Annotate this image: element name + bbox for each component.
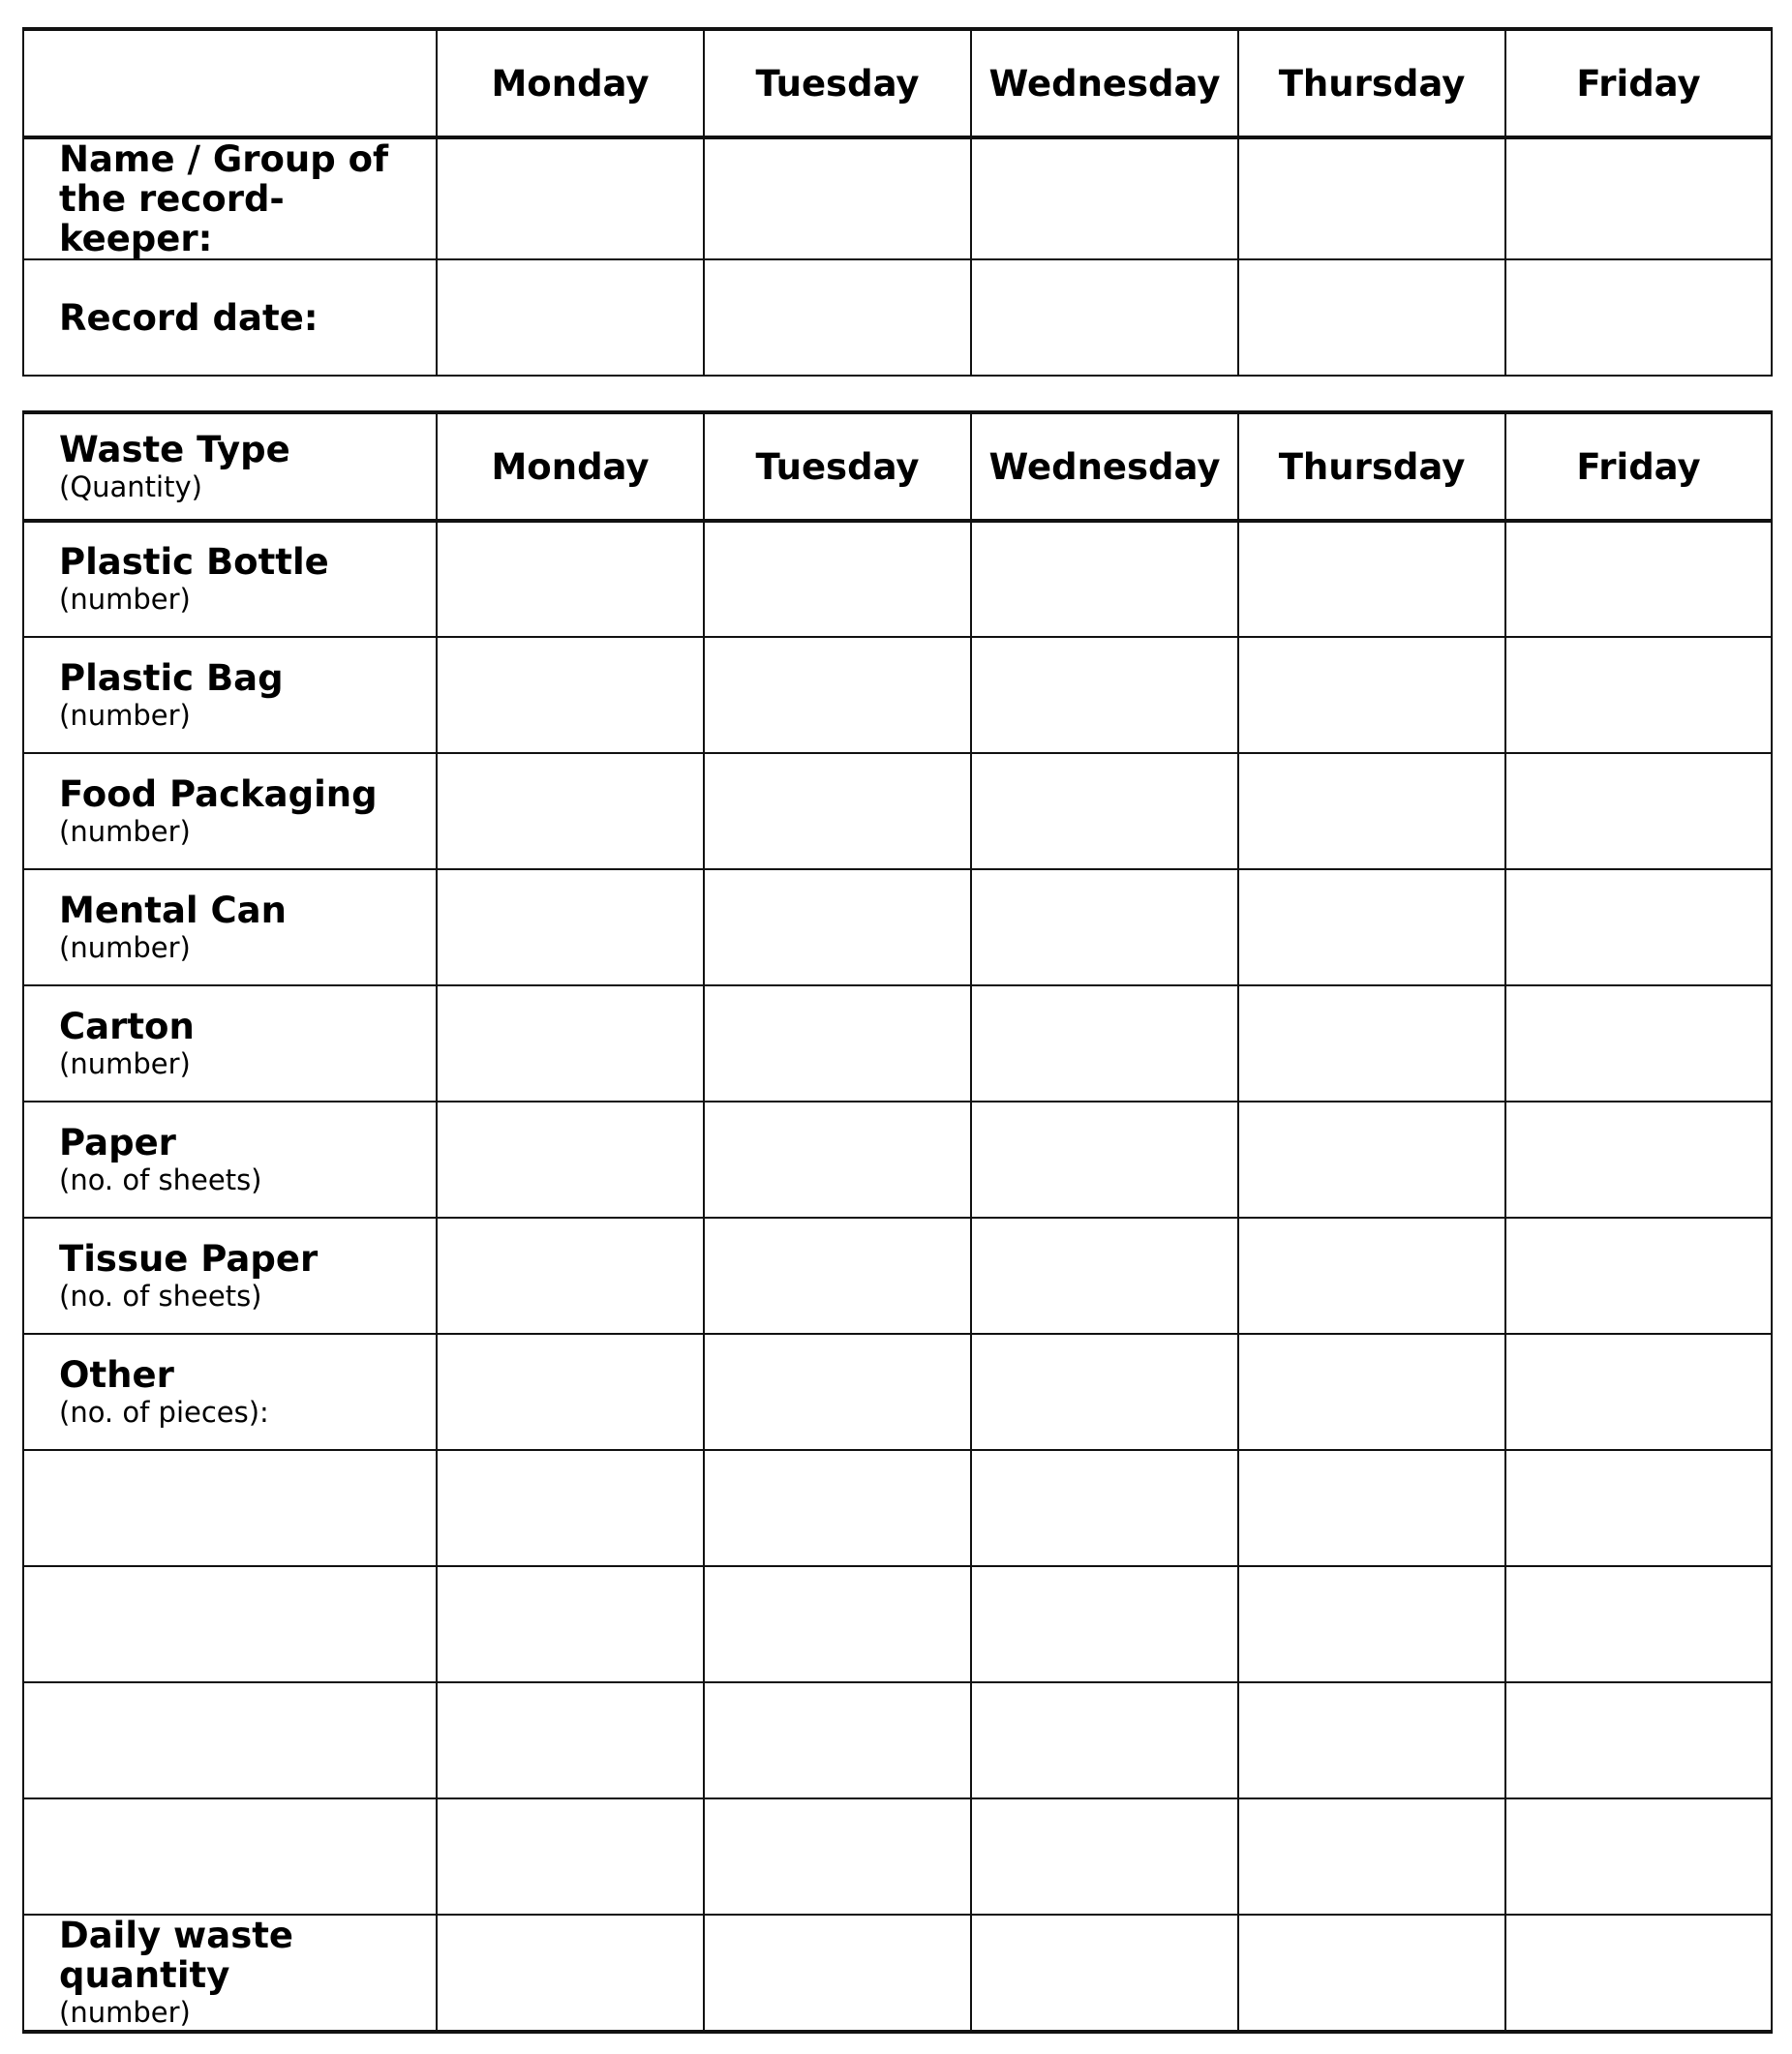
tissue-paper-wednesday-cell[interactable] — [971, 1218, 1238, 1334]
waste-header-friday: Friday — [1505, 412, 1772, 521]
waste-label-unit: (number) — [59, 1046, 191, 1080]
other-tuesday-cell[interactable] — [704, 1334, 971, 1450]
record-keeper-thursday-cell[interactable] — [1238, 137, 1505, 259]
waste-label-unit: (no. of sheets) — [59, 1279, 262, 1313]
waste-row-paper — [23, 1102, 1772, 1218]
waste-label-name: Plastic Bag — [59, 656, 284, 699]
blank-1-tuesday-cell[interactable] — [704, 1450, 971, 1566]
daily-total-friday-cell[interactable] — [1505, 1915, 1772, 2032]
paper-thursday-cell[interactable] — [1238, 1102, 1505, 1218]
carton-wednesday-cell[interactable] — [971, 985, 1238, 1102]
mental-can-wednesday-cell[interactable] — [971, 869, 1238, 985]
waste-label — [23, 869, 437, 985]
tissue-paper-tuesday-cell[interactable] — [704, 1218, 971, 1334]
record-keeper-label — [23, 137, 437, 259]
record-keeper-wednesday-cell[interactable] — [971, 137, 1238, 259]
paper-tuesday-cell[interactable] — [704, 1102, 971, 1218]
record-keeper-tuesday-cell[interactable] — [704, 137, 971, 259]
daily-total-wednesday-cell[interactable] — [971, 1915, 1238, 2032]
waste-label-name: Paper — [59, 1121, 176, 1163]
record-keeper-row — [23, 137, 1772, 259]
mental-can-monday-cell[interactable] — [437, 869, 704, 985]
record-date-friday-cell[interactable] — [1505, 259, 1772, 376]
food-packaging-wednesday-cell[interactable] — [971, 753, 1238, 869]
plastic-bag-monday-cell[interactable] — [437, 637, 704, 753]
waste-label — [23, 1218, 437, 1334]
record-keeper-friday-cell[interactable] — [1505, 137, 1772, 259]
record-keeper-monday-cell[interactable] — [437, 137, 704, 259]
mental-can-tuesday-cell[interactable] — [704, 869, 971, 985]
mental-can-thursday-cell[interactable] — [1238, 869, 1505, 985]
blank-2-wednesday-cell[interactable] — [971, 1566, 1238, 1682]
blank-1-friday-cell[interactable] — [1505, 1450, 1772, 1566]
blank-row-2 — [23, 1566, 1772, 1682]
blank-2-tuesday-cell[interactable] — [704, 1566, 971, 1682]
waste-label — [23, 985, 437, 1102]
info-header-wednesday: Wednesday — [971, 29, 1238, 137]
waste-record-table — [22, 410, 1773, 2034]
food-packaging-friday-cell[interactable] — [1505, 753, 1772, 869]
blank-label-cell[interactable] — [23, 1450, 437, 1566]
waste-header-thursday: Thursday — [1238, 412, 1505, 521]
blank-2-friday-cell[interactable] — [1505, 1566, 1772, 1682]
blank-1-wednesday-cell[interactable] — [971, 1450, 1238, 1566]
waste-row-mental-can — [23, 869, 1772, 985]
waste-label — [23, 521, 437, 637]
blank-1-monday-cell[interactable] — [437, 1450, 704, 1566]
waste-label-name: Carton — [59, 1005, 195, 1047]
daily-total-tuesday-cell[interactable] — [704, 1915, 971, 2032]
tissue-paper-monday-cell[interactable] — [437, 1218, 704, 1334]
waste-label-unit: (no. of sheets) — [59, 1163, 262, 1196]
waste-row-carton — [23, 985, 1772, 1102]
plastic-bottle-tuesday-cell[interactable] — [704, 521, 971, 637]
carton-tuesday-cell[interactable] — [704, 985, 971, 1102]
daily-total-label-name: Daily waste quantity — [59, 1915, 293, 1996]
blank-row-1 — [23, 1450, 1772, 1566]
record-date-label-text: Record date: — [59, 296, 319, 339]
mental-can-friday-cell[interactable] — [1505, 869, 1772, 985]
carton-monday-cell[interactable] — [437, 985, 704, 1102]
waste-label — [23, 637, 437, 753]
blank-3-friday-cell[interactable] — [1505, 1682, 1772, 1798]
daily-total-row — [23, 1915, 1772, 2032]
other-wednesday-cell[interactable] — [971, 1334, 1238, 1450]
other-friday-cell[interactable] — [1505, 1334, 1772, 1450]
waste-label-unit: (number) — [59, 583, 191, 616]
waste-label — [23, 1334, 437, 1450]
tissue-paper-thursday-cell[interactable] — [1238, 1218, 1505, 1334]
blank-4-tuesday-cell[interactable] — [704, 1798, 971, 1915]
waste-label-name: Other — [59, 1353, 174, 1396]
plastic-bag-tuesday-cell[interactable] — [704, 637, 971, 753]
plastic-bag-wednesday-cell[interactable] — [971, 637, 1238, 753]
blank-row-4 — [23, 1798, 1772, 1915]
waste-label-name: Food Packaging — [59, 772, 378, 815]
blank-label-cell[interactable] — [23, 1566, 437, 1682]
plastic-bottle-thursday-cell[interactable] — [1238, 521, 1505, 637]
record-date-thursday-cell[interactable] — [1238, 259, 1505, 376]
daily-total-monday-cell[interactable] — [437, 1915, 704, 2032]
plastic-bag-friday-cell[interactable] — [1505, 637, 1772, 753]
blank-4-thursday-cell[interactable] — [1238, 1798, 1505, 1915]
waste-label-name: Tissue Paper — [59, 1237, 319, 1280]
record-date-label — [23, 259, 437, 376]
record-info-table — [22, 27, 1773, 377]
blank-label-cell[interactable] — [23, 1798, 437, 1915]
waste-label-name: Plastic Bottle — [59, 541, 329, 583]
info-header-friday: Friday — [1505, 29, 1772, 137]
other-thursday-cell[interactable] — [1238, 1334, 1505, 1450]
waste-label-name: Mental Can — [59, 889, 287, 931]
waste-row-tissue-paper — [23, 1218, 1772, 1334]
other-monday-cell[interactable] — [437, 1334, 704, 1450]
waste-type-header — [23, 412, 437, 521]
info-header-thursday: Thursday — [1238, 29, 1505, 137]
blank-3-thursday-cell[interactable] — [1238, 1682, 1505, 1798]
blank-4-friday-cell[interactable] — [1505, 1798, 1772, 1915]
waste-label-unit: (number) — [59, 930, 191, 964]
paper-friday-cell[interactable] — [1505, 1102, 1772, 1218]
tissue-paper-friday-cell[interactable] — [1505, 1218, 1772, 1334]
blank-2-thursday-cell[interactable] — [1238, 1566, 1505, 1682]
info-header-monday: Monday — [437, 29, 704, 137]
plastic-bag-thursday-cell[interactable] — [1238, 637, 1505, 753]
record-date-monday-cell[interactable] — [437, 259, 704, 376]
carton-friday-cell[interactable] — [1505, 985, 1772, 1102]
waste-label — [23, 753, 437, 869]
plastic-bottle-friday-cell[interactable] — [1505, 521, 1772, 637]
info-header-tuesday: Tuesday — [704, 29, 971, 137]
blank-2-monday-cell[interactable] — [437, 1566, 704, 1682]
daily-total-label-unit: (number) — [59, 1996, 191, 2029]
waste-row-plastic-bottle — [23, 521, 1772, 637]
waste-type-title: Waste Type — [59, 428, 290, 470]
corner-cell — [23, 29, 437, 137]
waste-label-unit: (number) — [59, 814, 191, 848]
food-packaging-tuesday-cell[interactable] — [704, 753, 971, 869]
blank-4-wednesday-cell[interactable] — [971, 1798, 1238, 1915]
plastic-bottle-wednesday-cell[interactable] — [971, 521, 1238, 637]
record-date-row — [23, 259, 1772, 376]
waste-header-wednesday: Wednesday — [971, 412, 1238, 521]
blank-1-thursday-cell[interactable] — [1238, 1450, 1505, 1566]
record-keeper-label-line1: Name / Group of — [59, 138, 389, 180]
food-packaging-monday-cell[interactable] — [437, 753, 704, 869]
daily-total-thursday-cell[interactable] — [1238, 1915, 1505, 2032]
waste-label-unit: (number) — [59, 698, 191, 732]
food-packaging-thursday-cell[interactable] — [1238, 753, 1505, 869]
waste-header-monday: Monday — [437, 412, 704, 521]
blank-row-3 — [23, 1682, 1772, 1798]
carton-thursday-cell[interactable] — [1238, 985, 1505, 1102]
waste-row-plastic-bag — [23, 637, 1772, 753]
waste-row-other — [23, 1334, 1772, 1450]
plastic-bottle-monday-cell[interactable] — [437, 521, 704, 637]
record-date-tuesday-cell[interactable] — [704, 259, 971, 376]
waste-type-subtitle: (Quantity) — [59, 469, 202, 503]
daily-total-label — [23, 1915, 437, 2032]
blank-4-monday-cell[interactable] — [437, 1798, 704, 1915]
waste-row-food-packaging — [23, 753, 1772, 869]
waste-label — [23, 1102, 437, 1218]
paper-wednesday-cell[interactable] — [971, 1102, 1238, 1218]
blank-3-wednesday-cell[interactable] — [971, 1682, 1238, 1798]
paper-monday-cell[interactable] — [437, 1102, 704, 1218]
record-keeper-label-line2: the record-keeper: — [59, 178, 285, 259]
record-date-wednesday-cell[interactable] — [971, 259, 1238, 376]
blank-3-monday-cell[interactable] — [437, 1682, 704, 1798]
waste-label-unit: (no. of pieces): — [59, 1395, 269, 1429]
blank-3-tuesday-cell[interactable] — [704, 1682, 971, 1798]
waste-header-tuesday: Tuesday — [704, 412, 971, 521]
blank-label-cell[interactable] — [23, 1682, 437, 1798]
